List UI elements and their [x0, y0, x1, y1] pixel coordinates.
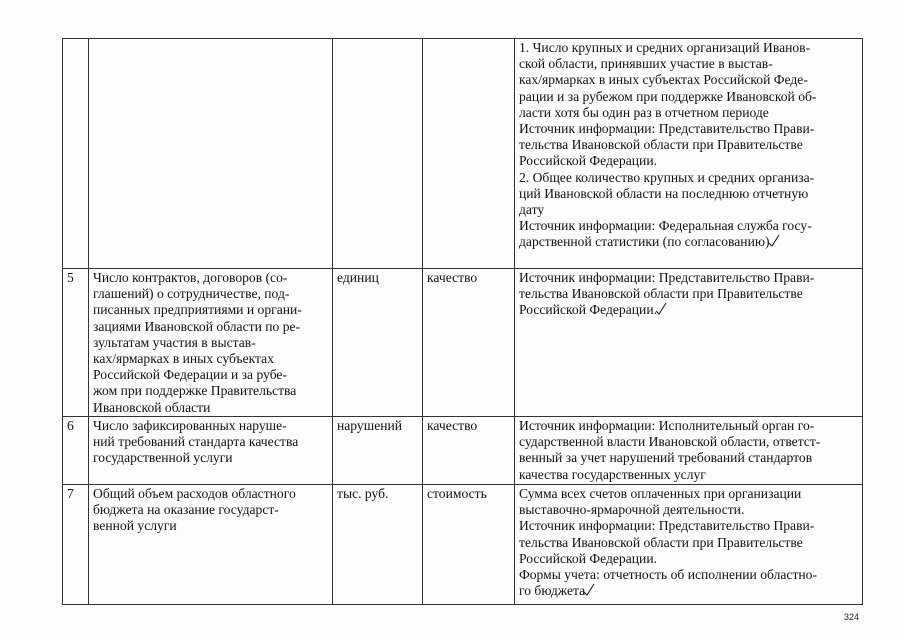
row-number-cell: 6 — [63, 417, 89, 485]
row-number-cell — [63, 39, 89, 269]
description-cell: Источник информации: Представительство Прави- тельства Ивановской области при Правительстве Российской Федерации. — [515, 269, 863, 417]
type-cell: качество — [423, 417, 515, 485]
type-cell: качество — [423, 269, 515, 417]
row-number-cell: 5 — [63, 269, 89, 417]
indicator-name-cell: Число зафиксированных наруше- ний требований стандарта качества государственной услуги — [89, 417, 333, 485]
table-row — [63, 485, 863, 605]
page-number: 324 — [843, 612, 859, 622]
type-cell: стоимость — [423, 485, 515, 605]
unit-cell: тыс. руб. — [333, 485, 423, 605]
description-cell: Сумма всех счетов оплаченных при организации выставочно-ярмарочной деятельности. Источник информации: Представительство Прави- тельства Ивановской области при Правительстве Российской Федерации. Формы учета: отчетность об исполнении областно- го бюджета — [515, 485, 863, 605]
indicator-name-cell: Общий объем расходов областного бюджета на оказание государст- венной услуги — [89, 485, 333, 605]
indicators-table — [62, 38, 863, 605]
unit-cell: нарушений — [333, 417, 423, 485]
type-cell — [423, 39, 515, 269]
table-row — [63, 39, 863, 269]
description-cell: Источник информации: Исполнительный орган го- сударственной власти Ивановской области, ответст- венный за учет нарушений требований стандартов качества государственных услуг — [515, 417, 863, 485]
indicator-name-cell: Число контрактов, договоров (со- глашений) о сотрудничестве, под- писанных предприятиями и органи- зациями Ивановской области по ре- зультатам участия в выстав- ках/ярмарках в иных субъектах Российской Федерации и за рубе- жом при поддержке Правительства Ивановской области — [89, 269, 333, 417]
unit-cell: единиц — [333, 269, 423, 417]
indicator-name-cell — [89, 39, 333, 269]
row-number-cell: 7 — [63, 485, 89, 605]
description-cell: 1. Число крупных и средних организаций Иванов- ской области, принявших участие в выстав- ках/ярмарках в иных субъектах Российской Феде- рации и за рубежом при поддержке Ивановской об- ласти хотя бы один раз в отчетном периоде Источник информации: Представительство Прави- тельства Ивановской области при Правительстве Российской Федерации. 2. Общее количество крупных и средних организа- ций Ивановской области на последнюю отчетную дату Источник информации: Федеральная служба госу- дарственной статистики (по согласованию) — [515, 39, 863, 269]
table-row — [63, 269, 863, 417]
table-row — [63, 417, 863, 485]
unit-cell — [333, 39, 423, 269]
